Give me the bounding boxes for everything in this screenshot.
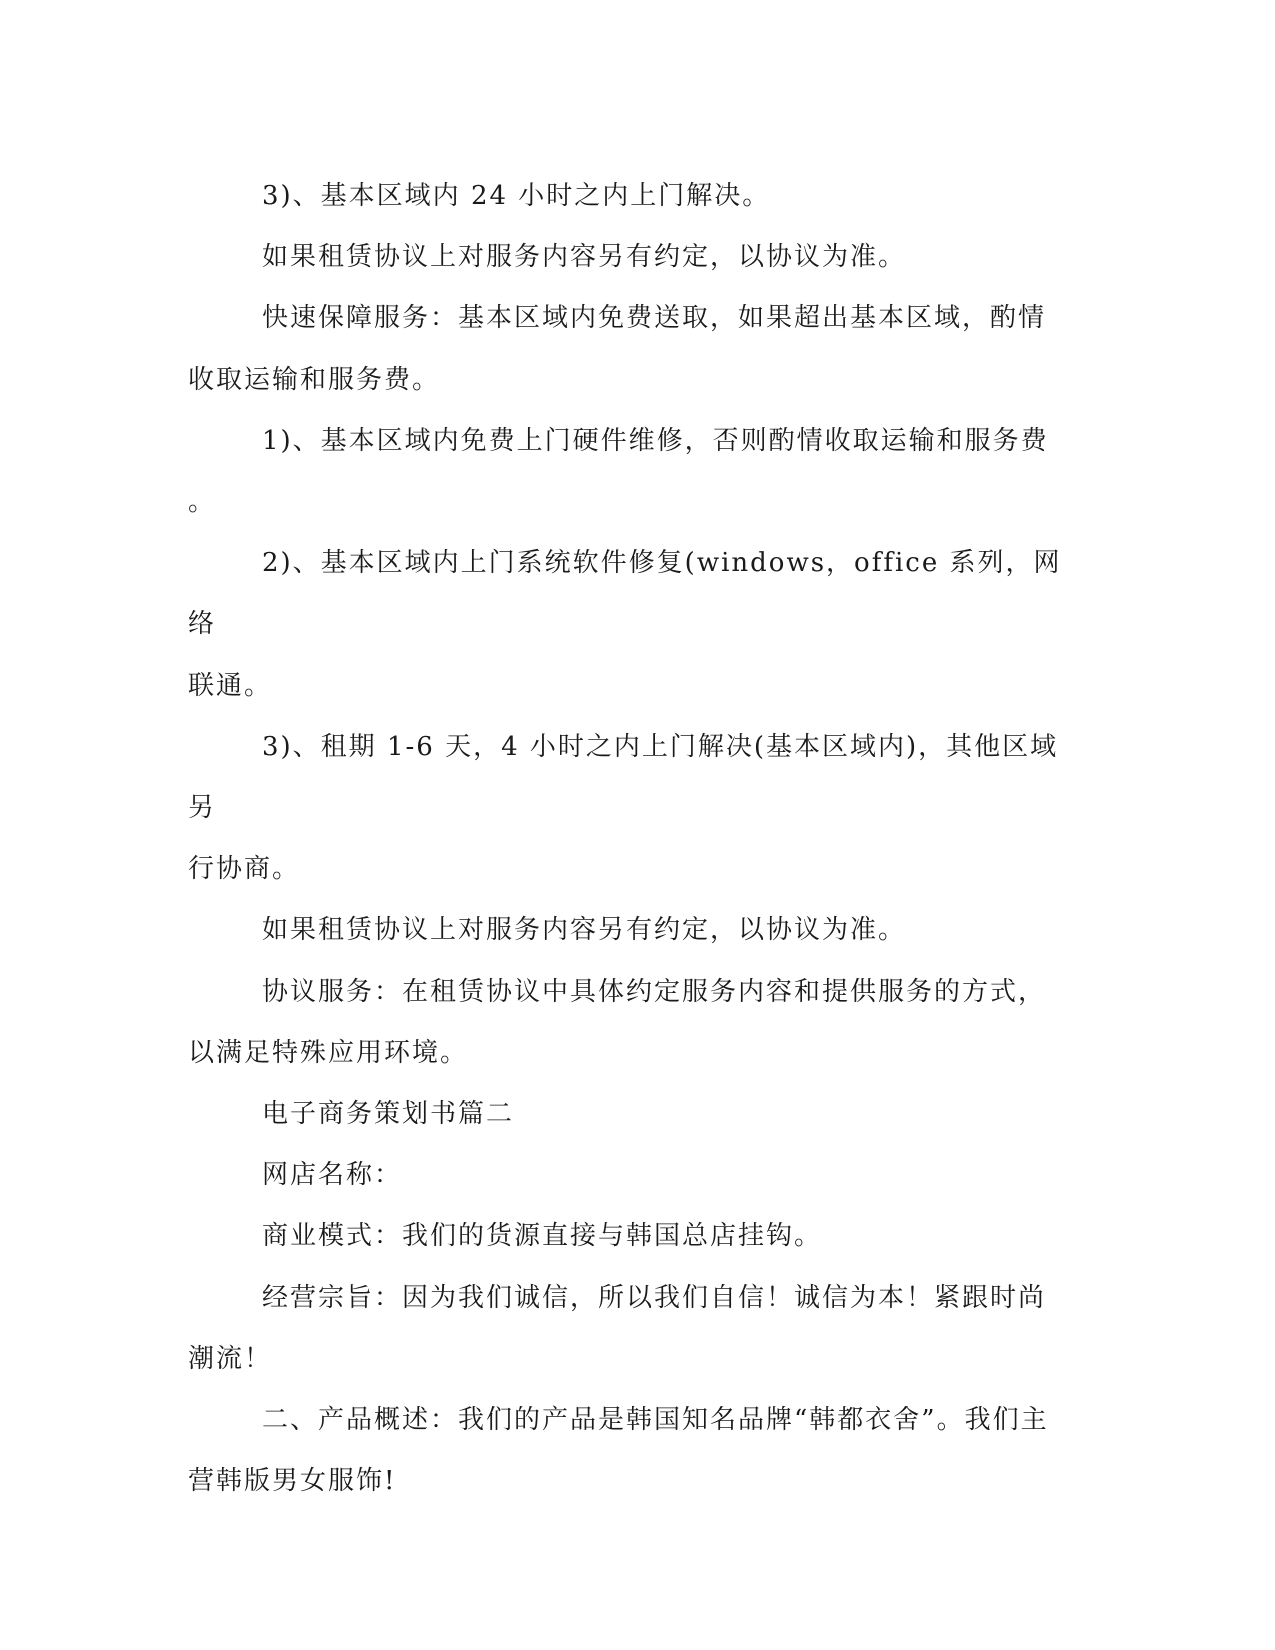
paragraph-line: 二、产品概述：我们的产品是韩国知名品牌“韩都衣舍”。我们主 xyxy=(262,1405,1049,1436)
document-body xyxy=(188,166,1068,1512)
paragraph-line: 网店名称： xyxy=(262,1160,403,1191)
paragraph-continuation-line: 营韩版男女服饰! xyxy=(188,1466,397,1497)
paragraph-line: 如果租赁协议上对服务内容另有约定，以协议为准。 xyxy=(262,242,907,273)
paragraph xyxy=(188,533,1068,717)
paragraph-line: 3)、租期 1-6 天，4 小时之内上门解决(基本区域内)，其他区域另 xyxy=(188,731,1059,824)
paragraph xyxy=(188,227,1068,288)
paragraph xyxy=(188,411,1068,533)
paragraph-line: 快速保障服务：基本区域内免费送取，如果超出基本区域，酌情 xyxy=(262,303,1047,334)
paragraph xyxy=(188,717,1068,901)
paragraph-line: 1)、基本区域内免费上门硬件维修，否则酌情收取运输和服务费 xyxy=(262,425,1049,456)
paragraph-continuation-line: 行协商。 xyxy=(188,854,301,885)
paragraph-line: 如果租赁协议上对服务内容另有约定，以协议为准。 xyxy=(262,915,907,946)
paragraph xyxy=(188,166,1068,227)
paragraph-continuation-line: 联通。 xyxy=(188,670,273,701)
paragraph-continuation-line: 。 xyxy=(188,487,217,518)
paragraph-continuation-line: 收取运输和服务费。 xyxy=(188,364,441,395)
paragraph-continuation-line: 潮流！ xyxy=(188,1343,273,1374)
paragraph-line: 商业模式：我们的货源直接与韩国总店挂钩。 xyxy=(262,1221,823,1252)
paragraph xyxy=(188,288,1068,410)
paragraph xyxy=(188,900,1068,961)
paragraph xyxy=(188,1206,1068,1267)
paragraph-line: 2)、基本区域内上门系统软件修复(windows，office 系列，网络 xyxy=(188,548,1062,640)
paragraph xyxy=(188,962,1068,1084)
paragraph-continuation-line: 以满足特殊应用环境。 xyxy=(188,1037,469,1068)
paragraph xyxy=(188,1084,1068,1145)
paragraph-line: 经营宗旨：因为我们诚信，所以我们自信！诚信为本！紧跟时尚 xyxy=(262,1282,1047,1313)
paragraph xyxy=(188,1268,1068,1390)
paragraph xyxy=(188,1145,1068,1206)
paragraph-line: 协议服务：在租赁协议中具体约定服务内容和提供服务的方式， xyxy=(262,976,1047,1007)
paragraph-line: 3)、基本区域内 24 小时之内上门解决。 xyxy=(262,181,771,211)
paragraph-line: 电子商务策划书篇二 xyxy=(262,1099,515,1130)
paragraph xyxy=(188,1390,1068,1512)
